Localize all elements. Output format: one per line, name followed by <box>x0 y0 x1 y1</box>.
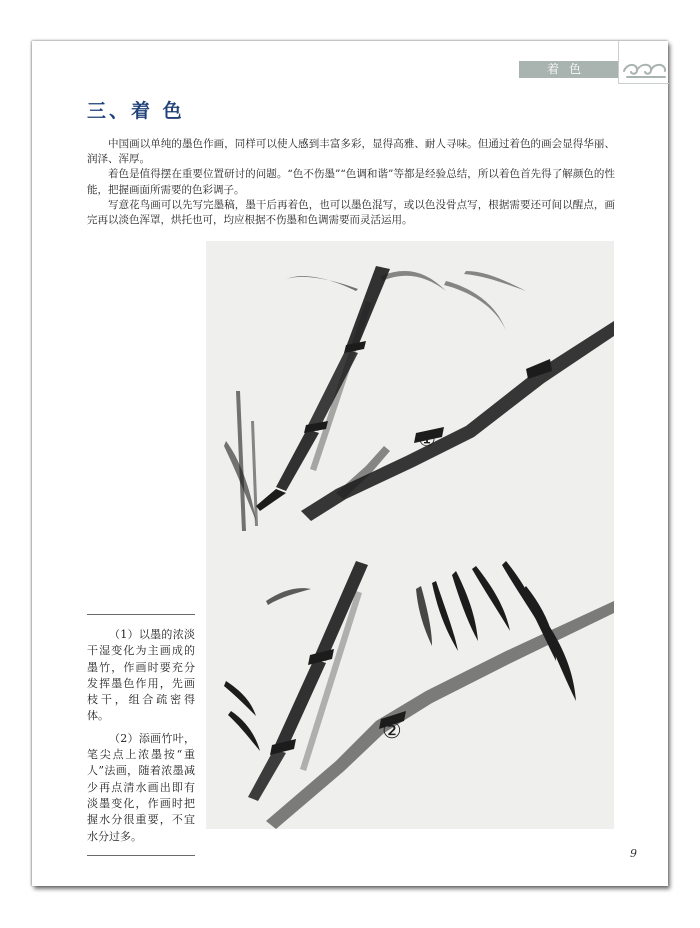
cloud-scroll-icon <box>619 41 669 83</box>
caption-paragraph: （1）以墨的浓淡干湿变化为主画成的墨竹，作画时要充分发挥墨色作用，先画枝干，组合疏密得体。 <box>87 628 195 723</box>
header-ornament-frame <box>618 41 669 84</box>
intro-paragraph: 写意花鸟画可以先写完墨稿，墨干后再着色，也可以墨色混写，或以色没骨点写，根据需要还可间以醒点，画完再以淡色浑罩，烘托也可，均应根据不伤墨和色调需要而灵活运用。 <box>87 198 615 227</box>
section-label: 着色 <box>519 61 619 78</box>
caption-box <box>87 614 195 856</box>
bamboo-painting <box>206 241 614 829</box>
intro-paragraph: 着色是值得摆在重要位置研讨的问题。“色不伤墨”“色调和谐”等都是经验总结，所以着色首先得了解颜色的性能，把握画面所需要的色彩调子。 <box>87 168 615 196</box>
bamboo-ink-illustration <box>206 241 614 829</box>
label-circle-1: ① <box>418 427 436 451</box>
intro-text <box>87 137 615 228</box>
intro-paragraph: 中国画以单纯的墨色作画，同样可以使人感到丰富多彩，显得高雅、耐人寻味。但通过着色的画会显得华丽、润泽、浑厚。 <box>87 138 615 166</box>
page-title: 三、着 色 <box>87 100 185 122</box>
book-page <box>32 41 668 886</box>
caption-paragraph: （2）添画竹叶，笔尖点上浓墨按“重人”法画，随着浓墨减少再点清水画出即有淡墨变化，作画时把握水分很重要，不宜水分过多。 <box>87 731 195 843</box>
label-circle-2: ② <box>382 719 402 744</box>
page-number: 9 <box>630 847 637 860</box>
